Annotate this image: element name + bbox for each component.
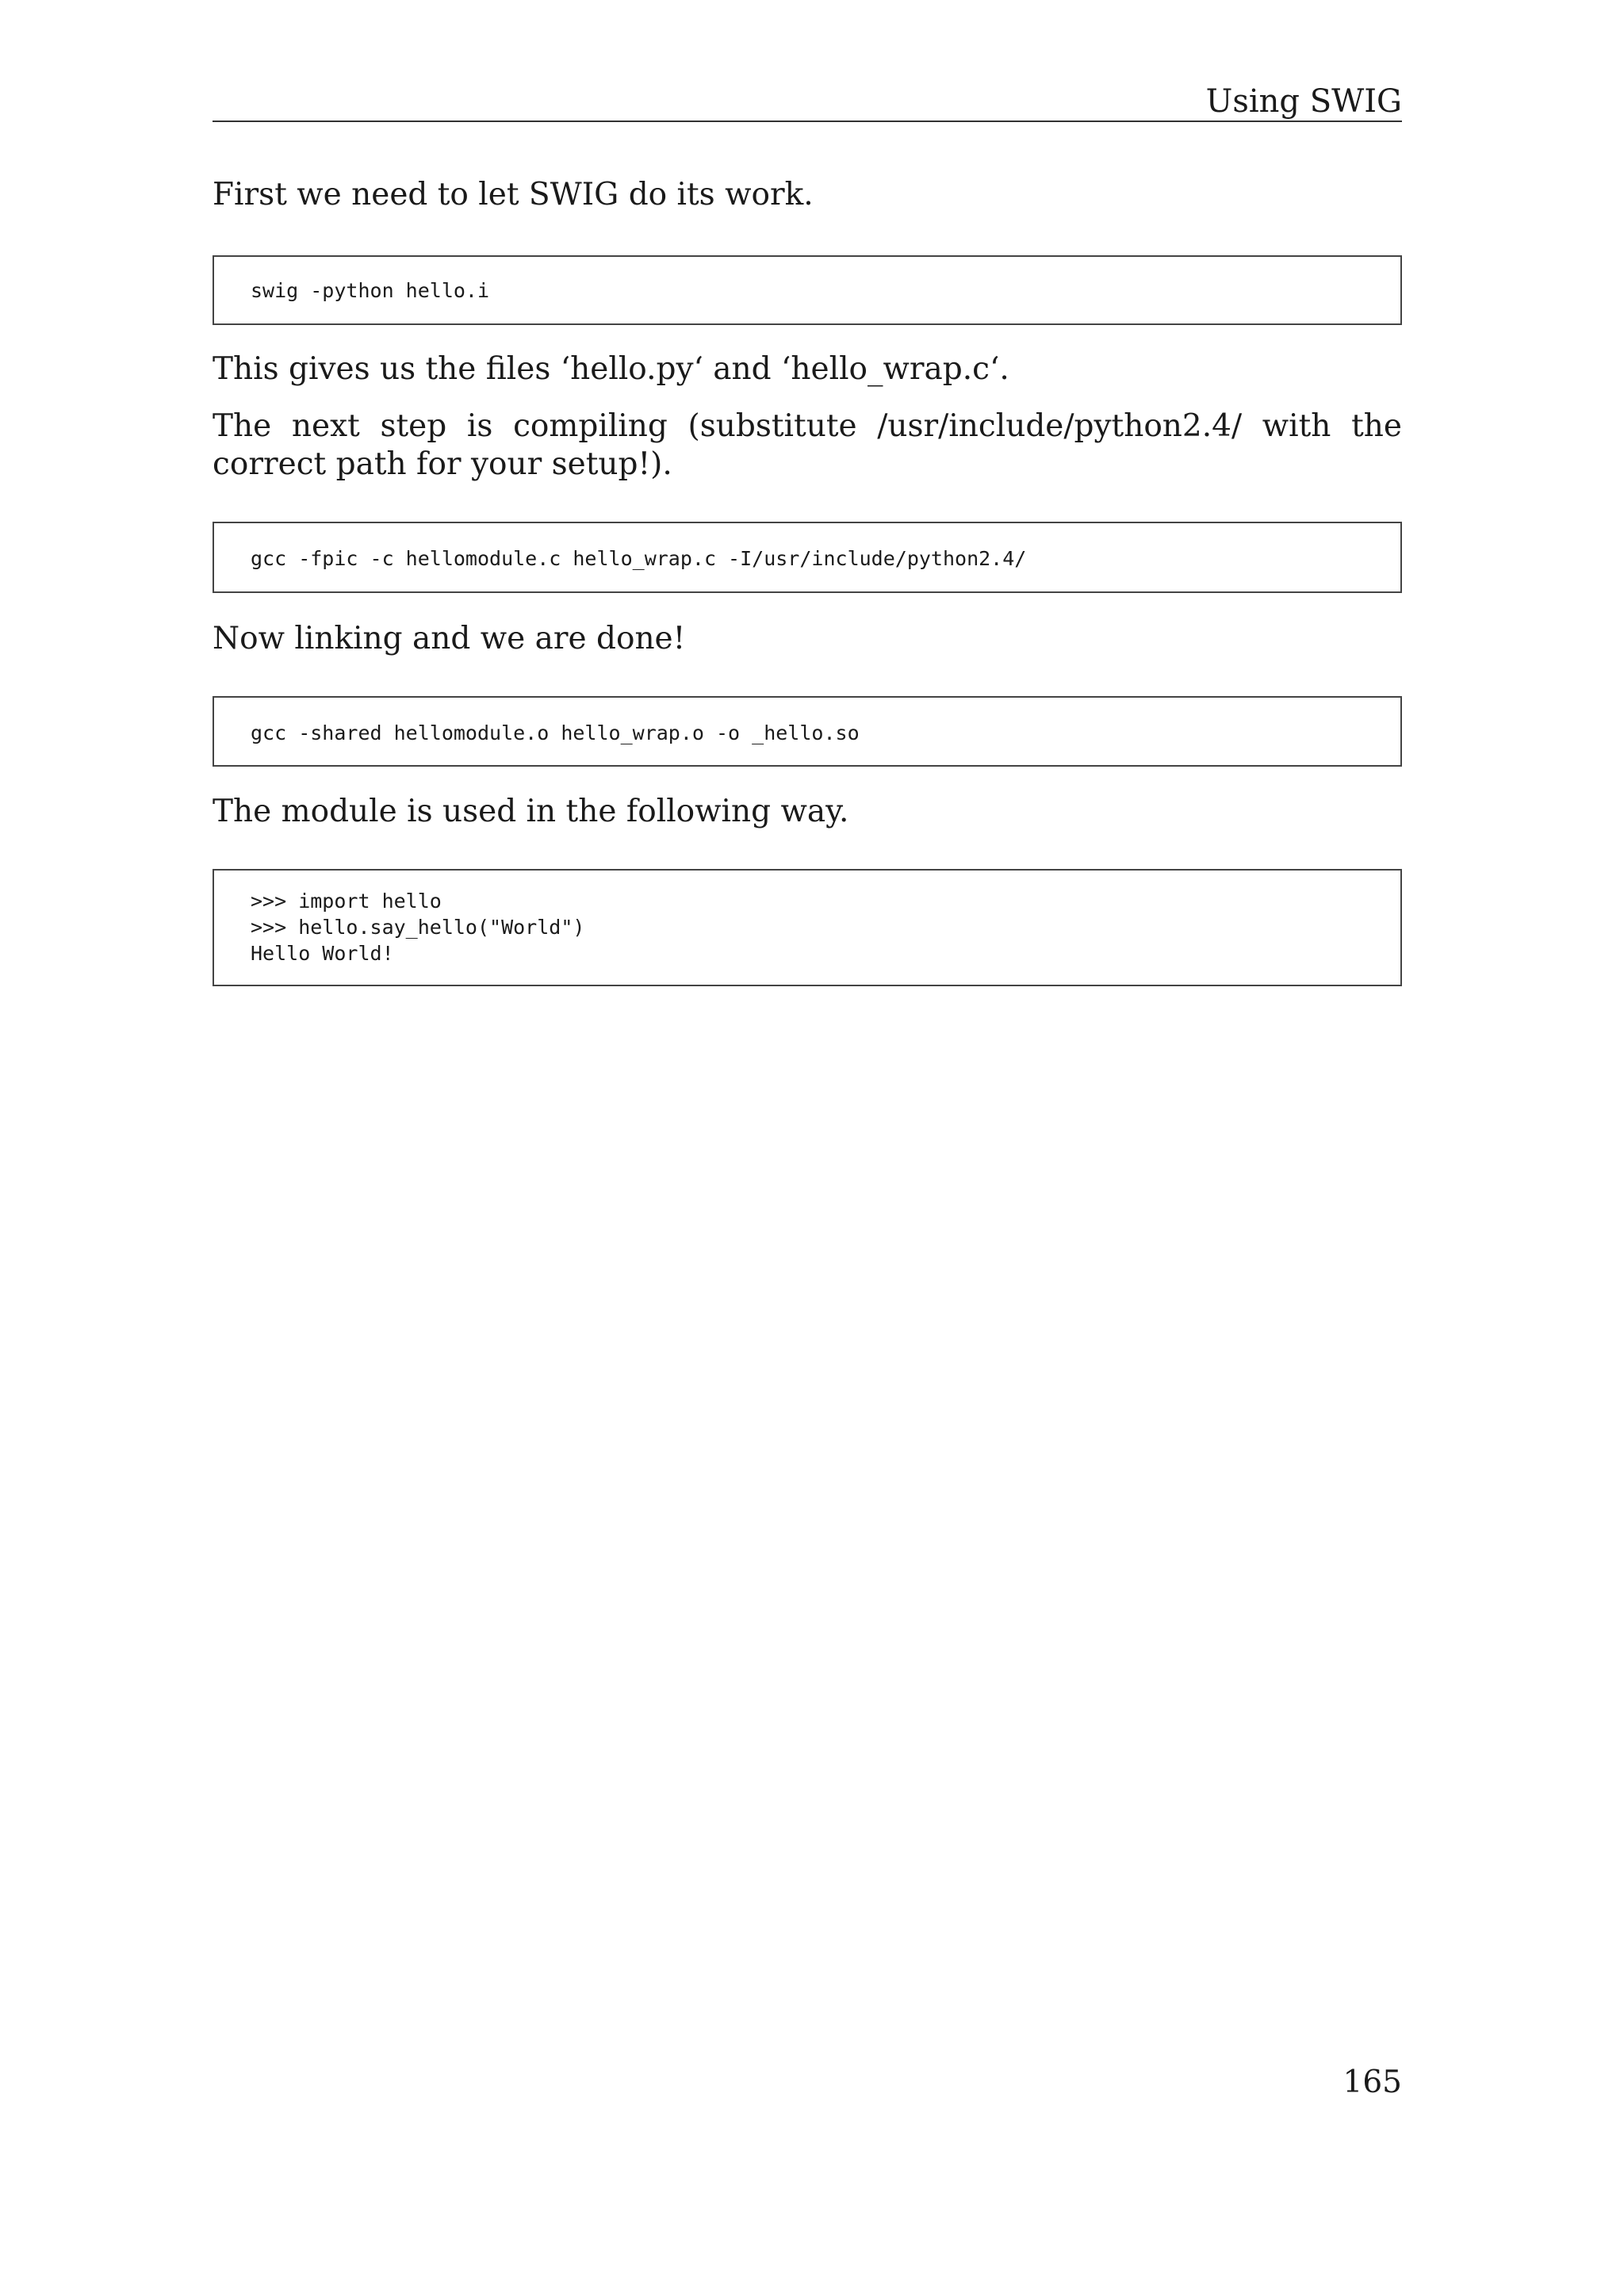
code-line: >>> import hello <box>251 890 442 913</box>
paragraph-compile-step: The next step is compiling (substitute /usr/include/python2.4/ with the correct path for your setup!). <box>213 408 1402 482</box>
code-block-usage <box>213 869 1402 986</box>
code-block-compile <box>213 522 1402 593</box>
paragraph-intro: First we need to let SWIG do its work. <box>213 177 814 212</box>
code-line: gcc -shared hellomodule.o hello_wrap.o -o _hello.so <box>251 721 860 744</box>
paragraph-linking: Now linking and we are done! <box>213 621 686 656</box>
page-number: 165 <box>1342 2064 1402 2100</box>
header-rule <box>213 121 1402 122</box>
code-line: gcc -fpic -c hellomodule.c hello_wrap.c -I/usr/include/python2.4/ <box>251 547 1027 570</box>
paragraph-usage: The module is used in the following way. <box>213 794 849 829</box>
code-line: swig -python hello.i <box>251 279 490 302</box>
paragraph-generated-files: This gives us the files ‘hello.py‘ and ‘hello_wrap.c‘. <box>213 351 1009 387</box>
running-header: Using SWIG <box>1205 83 1402 120</box>
code-line: Hello World! <box>251 942 394 965</box>
code-block-link <box>213 696 1402 767</box>
code-line: >>> hello.say_hello("World") <box>251 916 585 939</box>
code-block-swig <box>213 255 1402 325</box>
